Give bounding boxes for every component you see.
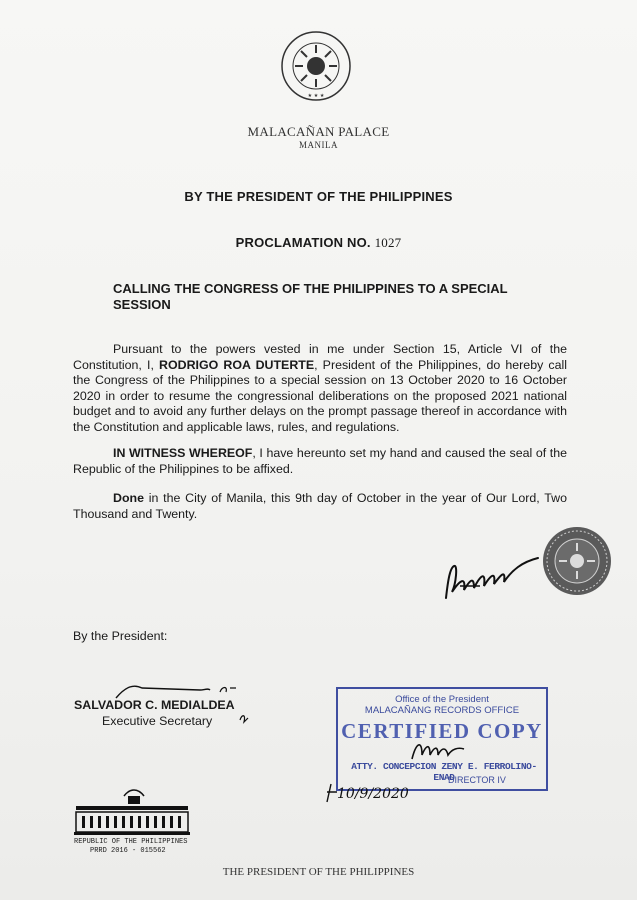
- proclamation-label: PROCLAMATION NO.: [235, 235, 371, 250]
- handwritten-date: [323, 778, 418, 806]
- p3-text: in the City of Manila, this 9th day of October in the year of Our Lord, Two Thousand and Twenty.: [73, 491, 567, 521]
- proclamation-title: CALLING THE CONGRESS OF THE PHILIPPINES TO A SPECIAL SESSION: [113, 281, 508, 312]
- proclamation-number: 1027: [374, 235, 402, 250]
- logo-caption-line2: PRRD 2016 - 015562: [90, 847, 166, 855]
- seal-of-republic-icon: [541, 525, 613, 597]
- logo-caption-line1: REPUBLIC OF THE PHILIPPINES: [74, 838, 188, 846]
- proclamation-heading: [0, 235, 637, 251]
- logo-caption: [74, 838, 194, 856]
- paragraph-2: [73, 446, 567, 477]
- stamp-signature: [408, 735, 468, 765]
- paragraph-1: [73, 342, 567, 436]
- palace-name: MALACAÑAN PALACE: [247, 124, 390, 139]
- by-the-president-label: By the President:: [73, 629, 168, 643]
- presidential-seal-icon: [280, 30, 352, 102]
- p1-text-before: Pursuant to the powers vested in me under Section 15, Article VI of the Constitution, I,: [73, 342, 567, 372]
- paragraph-3: [73, 491, 567, 522]
- stamp-officer-name: ATTY. CONCEPCION ZENY E. FERROLINO-ENAD: [351, 761, 537, 783]
- p1-text-after: , President of the Philippines, do hereby call the Congress of the Philippines to a special session on 13 October 2020 to 16 October 2020 in order to resume the congressional deliberations on the proposed 2021 national budget and to avoid any further delays on the prompt passage thereof in accordance with the Constitution and applicable laws, rules, and regulations.: [73, 357, 568, 434]
- stamp-officer-title: DIRECTOR IV: [448, 775, 506, 785]
- stamp-certified-copy: CERTIFIED COPY: [341, 719, 543, 743]
- malacanang-building-logo: [74, 786, 190, 836]
- stamp-office-line: Office of the President: [395, 694, 489, 705]
- by-president-heading: BY THE PRESIDENT OF THE PHILIPPINES: [184, 189, 453, 204]
- p2-text: , I have hereunto set my hand and caused the seal of the Republic of the Philippines to be affixed.: [73, 446, 567, 476]
- svg-text:★ ★ ★: ★ ★ ★: [307, 93, 325, 99]
- p3-bold: Done: [113, 491, 144, 505]
- p1-president-name: RODRIGO ROA DUTERTE: [159, 357, 315, 372]
- executive-secretary-title: Executive Secretary: [102, 714, 213, 728]
- president-signature: [440, 540, 550, 610]
- executive-secretary-name: SALVADOR C. MEDIALDEA: [74, 698, 235, 712]
- p2-bold: IN WITNESS WHEREOF: [113, 446, 253, 460]
- page-footer: THE PRESIDENT OF THE PHILIPPINES: [222, 866, 415, 878]
- handwritten-date-text: 10/9/2020: [337, 786, 409, 802]
- palace-city: MANILA: [299, 140, 338, 150]
- stamp-records-line: MALACAÑANG RECORDS OFFICE: [364, 705, 520, 716]
